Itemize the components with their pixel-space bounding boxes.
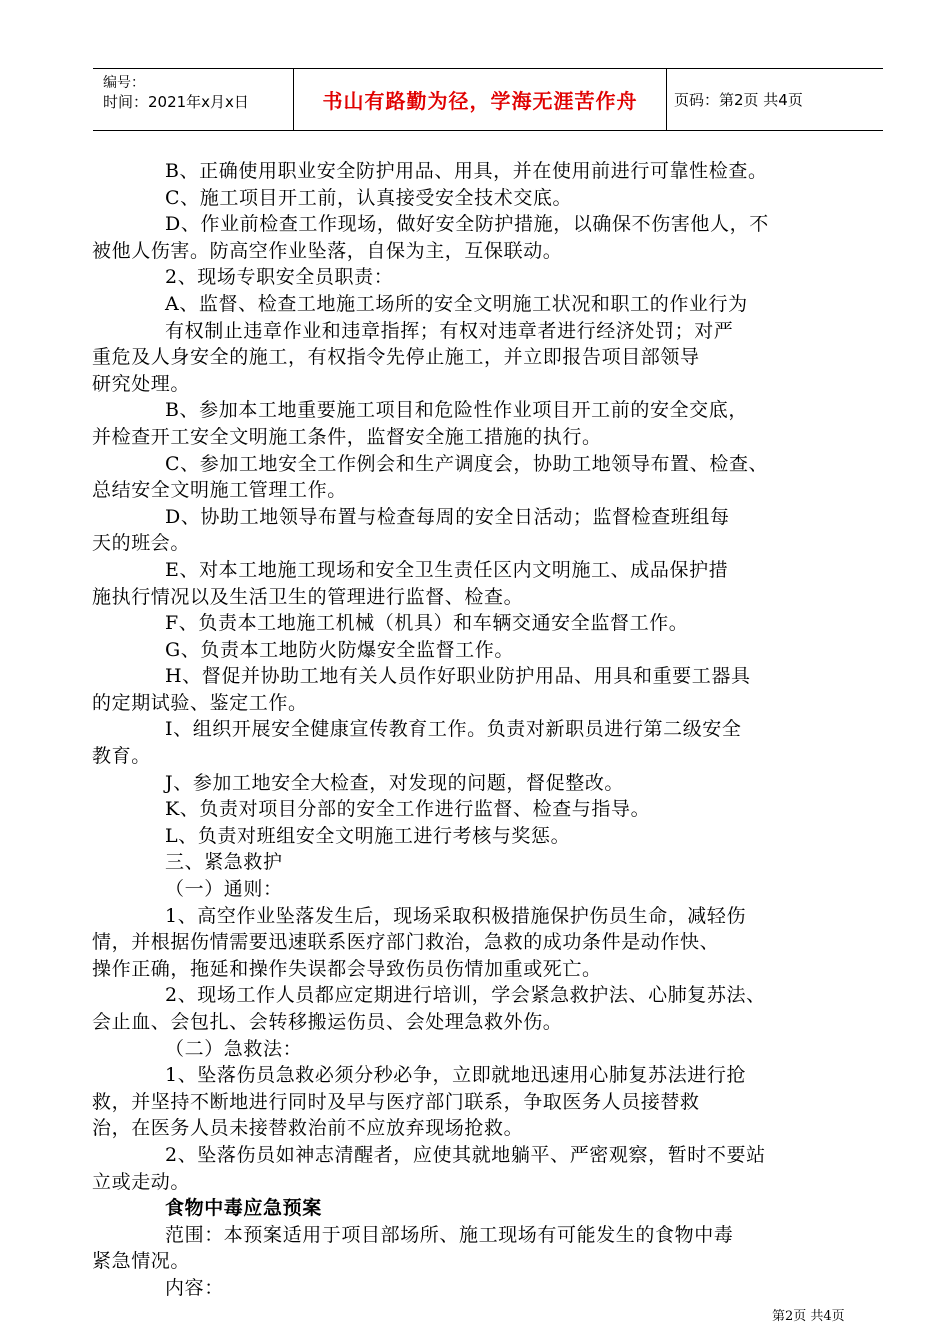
text-line: E、对本工地施工现场和安全卫生责任区内文明施工、成品保护措 — [165, 558, 729, 581]
text-line: 2、现场专职安全员职责： — [165, 266, 394, 289]
text-line: 研究处理。 — [92, 372, 191, 395]
header-page-number: 页码：第2页 共4页 — [674, 91, 803, 109]
page-footer: 第2页 共4页 — [772, 1309, 845, 1324]
text-line: D、协助工地领导布置与检查每周的安全日活动；监督检查班组每 — [165, 505, 730, 528]
text-line: 情，并根据伤情需要迅速联系医疗部门救治，急救的成功条件是动作快、 — [92, 931, 720, 954]
text-line: I、组织开展安全健康宣传教育工作。负责对新职员进行第二级安全 — [165, 718, 742, 741]
text-line: K、负责对项目分部的安全工作进行监督、检查与指导。 — [165, 798, 651, 821]
text-line: 紧急情况。 — [92, 1250, 191, 1273]
text-line: 救，并坚持不断地进行同时及早与医疗部门联系，争取医务人员接替救 — [92, 1090, 700, 1113]
text-line: 天的班会。 — [92, 532, 191, 555]
text-line: 有权制止违章作业和违章指挥；有权对违章者进行经济处罚；对严 — [165, 319, 734, 342]
document-body — [92, 158, 868, 1302]
text-line: B、正确使用职业安全防护用品、用具，并在使用前进行可靠性检查。 — [165, 160, 768, 182]
text-line: 会止血、会包扎、会转移搬运伤员、会处理急救外伤。 — [92, 1011, 563, 1033]
page-header — [93, 68, 883, 131]
text-line: 并检查开工安全文明施工条件，监督安全施工措施的执行。 — [92, 425, 602, 448]
text-line: H、督促并协助工地有关人员作好职业防护用品、用具和重要工器具 — [165, 665, 751, 688]
text-line: 范围：本预案适用于项目部场所、施工现场有可能发生的食物中毒 — [165, 1223, 734, 1246]
text-line: C、施工项目开工前，认真接受安全技术交底。 — [165, 186, 573, 209]
header-right-cell — [666, 69, 891, 130]
plan-title: 食物中毒应急预案 — [165, 1197, 322, 1220]
text-line: 被他人伤害。防高空作业坠落，自保为主，互保联动。 — [92, 239, 563, 262]
text-line: 1、高空作业坠落发生后，现场采取积极措施保护伤员生命，减轻伤 — [165, 904, 747, 927]
text-line: D、作业前检查工作现场，做好安全防护措施，以确保不伤害他人，不 — [165, 213, 769, 236]
document-number-label: 编号： — [103, 75, 145, 91]
text-line: 治，在医务人员未接替救治前不应放弃现场抢救。 — [92, 1117, 524, 1140]
text-line: 立或走动。 — [92, 1170, 191, 1193]
text-line: 施执行情况以及生活卫生的管理进行监督、检查。 — [92, 585, 524, 608]
text-line: A、监督、检查工地施工场所的安全文明施工状况和职工的作业行为 — [165, 292, 748, 315]
text-line: G、负责本工地防火防爆安全监督工作。 — [165, 638, 514, 661]
text-line: L、负责对班组安全文明施工进行考核与奖惩。 — [165, 824, 571, 847]
section-heading: 三、紧急救护 — [165, 851, 283, 874]
text-line: 总结安全文明施工管理工作。 — [92, 479, 347, 502]
text-line: J、参加工地安全大检查，对发现的问题，督促整改。 — [165, 771, 625, 794]
text-line: 重危及人身安全的施工，有权指令先停止施工，并立即报告项目部领导 — [92, 346, 700, 369]
text-line: 操作正确，拖延和操作失误都会导致伤员伤情加重或死亡。 — [92, 957, 602, 980]
text-line: 1、坠落伤员急救必须分秒必争，立即就地迅速用心肺复苏法进行抢 — [165, 1064, 747, 1087]
header-left-cell — [93, 69, 293, 130]
text-line: 2、现场工作人员都应定期进行培训，学会紧急救护法、心肺复苏法、 — [165, 984, 766, 1007]
text-line: 2、坠落伤员如神志清醒者，应使其就地躺平、严密观察，暂时不要站 — [165, 1143, 766, 1166]
text-line: B、参加本工地重要施工项目和危险性作业项目开工前的安全交底， — [165, 399, 748, 422]
subsection-heading: （二）急救法： — [165, 1037, 303, 1060]
text-line: 的定期试验、鉴定工作。 — [92, 691, 308, 714]
text-line: 内容： — [165, 1276, 224, 1299]
text-line: 教育。 — [92, 745, 151, 768]
text-line: C、参加工地安全工作例会和生产调度会，协助工地领导布置、检查、 — [165, 452, 769, 475]
document-time-label: 时间：2021年x月x日 — [103, 93, 249, 111]
text-line: F、负责本工地施工机械（机具）和车辆交通安全监督工作。 — [165, 612, 689, 635]
header-motto: 书山有路勤为径，学海无涯苦作舟 — [322, 89, 638, 113]
header-middle-cell — [293, 69, 667, 130]
subsection-heading: （一）通则： — [165, 878, 283, 901]
